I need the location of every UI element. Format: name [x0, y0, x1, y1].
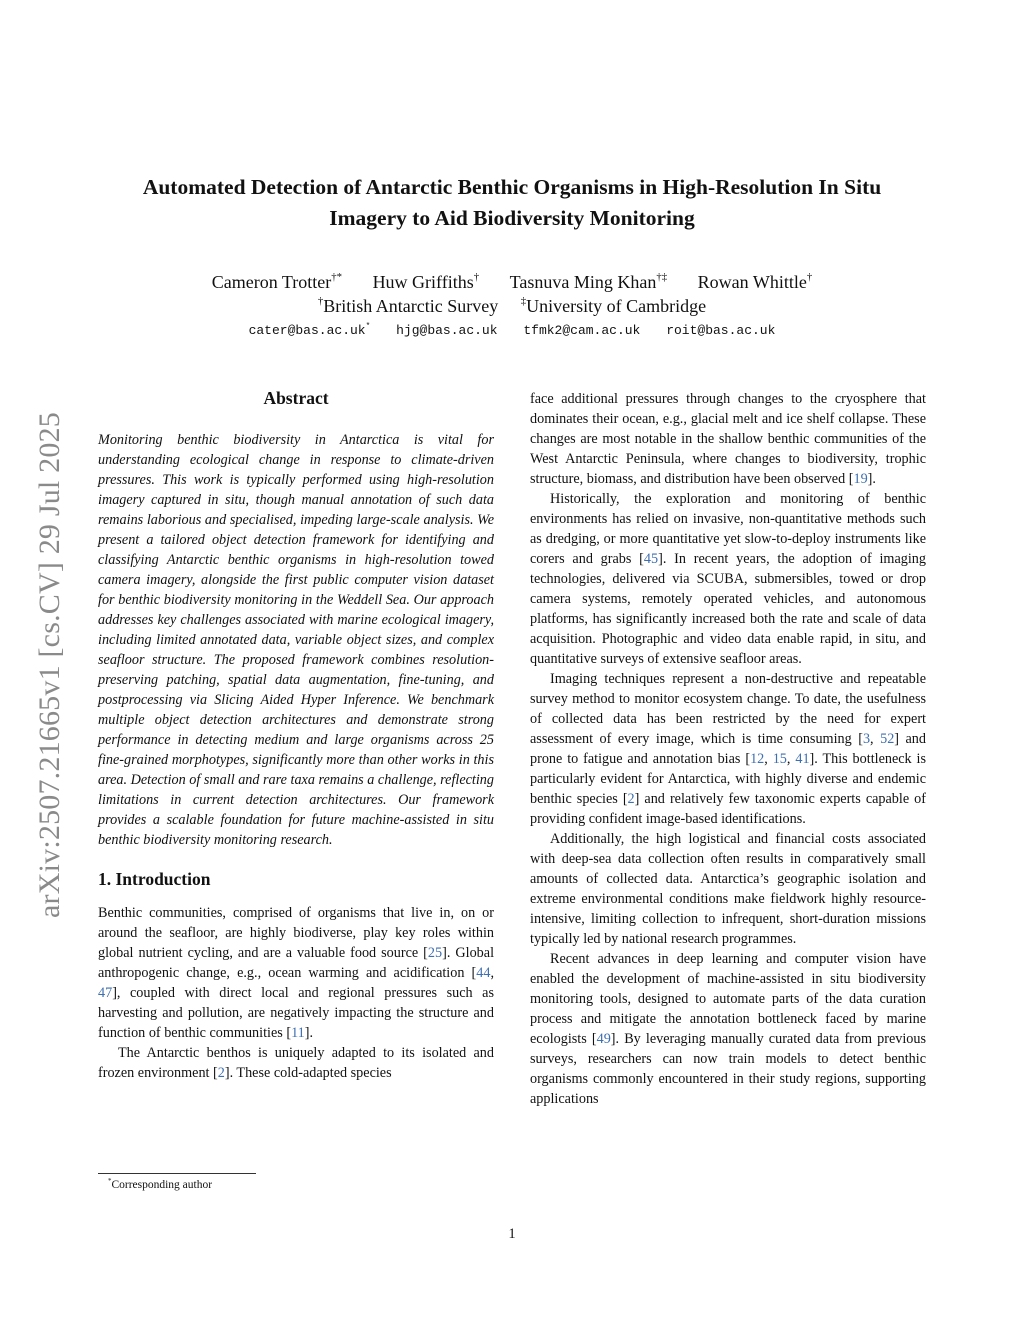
right-paragraph-5: Recent advances in deep learning and computer vision have enabled the development of machine-assisted in situ biodiversity monitoring tools, designed to automate parts of the data curation process and mitigate the annotation bottleneck faced by marine ecologists [49]. By leveraging manually curated data from previous surveys, researchers can now train models to detect benthic organisms commonly encountered in their study regions, supporting applications — [530, 951, 927, 1107]
email: roit@bas.ac.uk — [666, 323, 776, 338]
abstract-body: Monitoring benthic biodiversity in Antarctica is vital for understanding ecological change in response to climate-driven pressures. This work is typically performed using high-resolution imagery captured in situ, though manual annotation of such data remains laborious and specialised, impeding large-scale analysis. We present a tailored object detection framework for identifying and classifying Antarctic benthic organisms in high-resolution towed camera imagery, alongside the first public computer vision dataset for benthic biodiversity monitoring in the Weddell Sea. Our approach addresses key challenges associated with marine ecological imagery, including limited annotated data, variable object sizes, and complex seafloor structure. The proposed framework combines resolution-preserving patching, spatial data augmentation, fine-tuning, and postprocessing via Slicing Aided Hyper Inference. We benchmark multiple object detection architectures and demonstrate strong performance in detecting medium and large organisms across 25 fine-grained morphotypes, significantly more than other works in this area. Detection of small and rare taxa remains a challenge, reflecting limitations in current detection architectures. Our framework provides a scalable foundation for future machine-assisted in situ benthic biodiversity monitoring research. — [98, 432, 494, 848]
arxiv-stamp — [28, 380, 72, 950]
right-column — [530, 389, 926, 1109]
author: Rowan Whittle† — [697, 270, 813, 292]
title-line-1: Automated Detection of Antarctic Benthic Organisms in High-Resolution In Situ — [142, 175, 882, 199]
citation-link[interactable]: 45 — [643, 551, 659, 567]
right-paragraph-3: Imaging techniques represent a non-destructive and repeatable survey method to monitor ecosystem change. To date, the usefulness of collected data has been restricted by the need for expert assessment of every image, which is time consuming [3, 52] and prone to fatigue and annotation bias [12, 15, 41]. This bottleneck is particularly evident for Antarctica, with highly diverse and endemic benthic species [2] and relatively few taxonomic experts capable of providing confident image-based identifications. — [530, 671, 927, 827]
citation-link[interactable]: 12 — [750, 751, 765, 767]
page-number: 1 — [508, 1226, 516, 1242]
email-list — [90, 322, 934, 340]
citation-link[interactable]: 49 — [596, 1031, 611, 1047]
citation-link[interactable]: 15 — [772, 751, 787, 767]
left-column — [98, 386, 494, 1083]
intro-paragraph-1: Benthic communities, comprised of organisms that live in, on or around the seafloor, are highly biodiverse, play key roles within global nutrient cycling, and are a valuable food source [25]. Global anthropogenic change, e.g., ocean warming and acidification [44, 47], coupled with direct local and regional pressures such as harvesting and pollution, are negatively impacting the structure and function of benthic communities [11]. — [98, 905, 495, 1041]
email: tfmk2@cam.ac.uk — [523, 323, 641, 338]
citation-link[interactable]: 11 — [291, 1025, 305, 1041]
citation-link[interactable]: 41 — [795, 751, 810, 767]
affiliations — [90, 294, 934, 318]
intro-paragraph-2: The Antarctic benthos is uniquely adapted to its isolated and frozen environment [2]. These cold-adapted species — [98, 1045, 494, 1081]
footnote: *Corresponding author — [108, 1177, 213, 1191]
right-paragraph-2: Historically, the exploration and monitoring of benthic environments has relied on invasive, non-quantitative methods such as dredging, or more quantitative yet slow-to-deploy instruments like corers and grabs [45]. In recent years, the adoption of imaging technologies, delivered via SCUBA, submersibles, towed or drop camera systems, remotely operated vehicles, and autonomous platforms, has significantly increased both the rate and scale of data acquisition. Photographic and video data enable rapid, in situ, and quantitative surveys of extensive seafloor areas. — [530, 491, 926, 667]
affiliation: ‡University of Cambridge — [520, 294, 707, 316]
title-line-2: Imagery to Aid Biodiversity Monitoring — [329, 206, 695, 230]
right-paragraph-4: Additionally, the high logistical and financial costs associated with deep-sea data collection often results in comparatively small amounts of collected data. Antarctica’s geographic isolation and extreme environmental conditions make fieldwork highly resource-intensive, limiting collection to infrequent, short-duration missions typically led by national research programmes. — [530, 831, 926, 947]
arxiv-identifier: arXiv:2507.21665v1 [cs.CV] 29 Jul 2025 — [33, 412, 66, 918]
abstract-heading: Abstract — [263, 388, 329, 408]
citation-link[interactable]: 52 — [880, 731, 895, 747]
introduction-heading: 1. Introduction — [98, 869, 211, 889]
email: cater@bas.ac.uk* — [248, 323, 371, 338]
citation-link[interactable]: 19 — [853, 471, 868, 487]
citation-link[interactable]: 44 — [476, 965, 491, 981]
footnote-rule — [98, 1173, 256, 1174]
paper-title — [90, 172, 934, 234]
author: Cameron Trotter†* — [211, 270, 343, 292]
citation-link[interactable]: 25 — [427, 945, 443, 961]
author-list — [90, 270, 934, 294]
citation-link[interactable]: 47 — [98, 985, 113, 1001]
affiliation: †British Antarctic Survey — [317, 294, 499, 316]
citation-link[interactable]: 3 — [862, 731, 871, 747]
author: Tasnuva Ming Khan†‡ — [509, 270, 668, 292]
right-paragraph-1: face additional pressures through changes to the cryosphere that dominates their ocean, e.g., glacial melt and ice shelf collapse. These changes are most notable in the shallow benthic communities of the West Antarctic Peninsula, where changes to biodiversity, trophic structure, biomass, and distribution have been observed [19]. — [530, 391, 926, 487]
citation-link[interactable]: 2 — [627, 791, 635, 807]
email: hjg@bas.ac.uk — [396, 323, 498, 338]
citation-link[interactable]: 2 — [217, 1065, 225, 1081]
author: Huw Griffiths† — [372, 270, 480, 292]
